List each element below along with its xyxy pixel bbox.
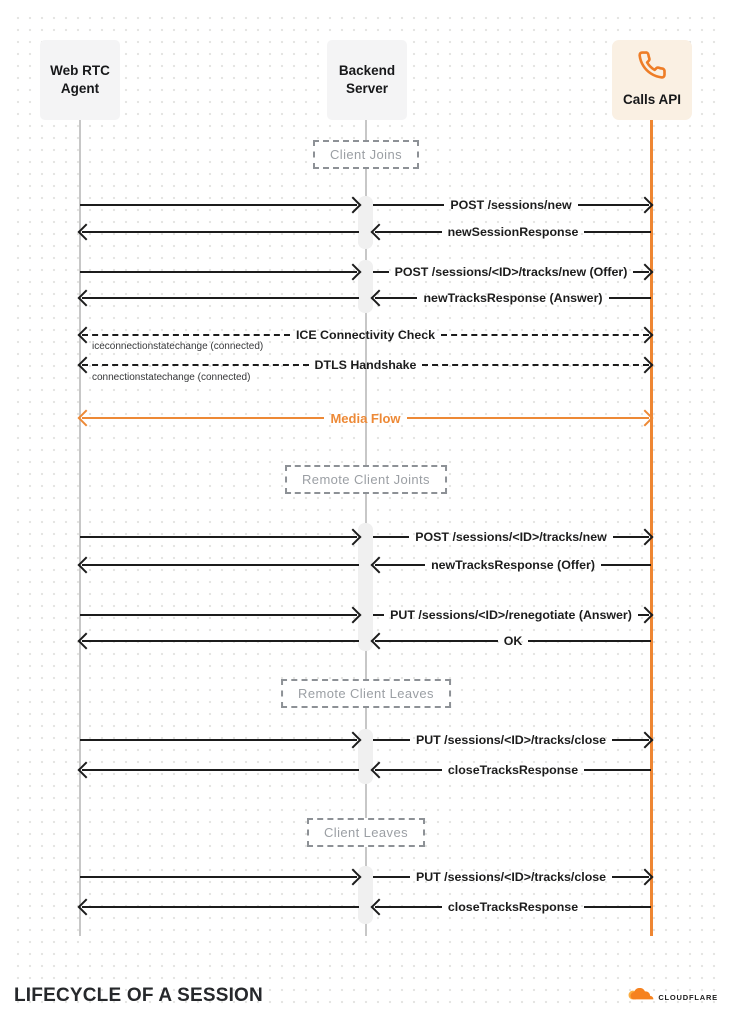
message-label: newTracksResponse (Answer): [423, 291, 603, 305]
actor-box-webrtc-agent: [40, 40, 120, 120]
brand-wordmark: CLOUDFLARE: [658, 992, 718, 1002]
phase-label-client-joins: Client Joins: [313, 140, 419, 169]
message-label: closeTracksResponse: [447, 763, 579, 777]
message-arrow: [80, 555, 359, 575]
message-arrow: [373, 288, 651, 308]
cloudflare-logo: [625, 988, 718, 1006]
activation-bar: [358, 866, 373, 924]
message-label: POST /sessions/new: [450, 198, 572, 212]
message-arrow: [80, 195, 359, 215]
message-arrow: [373, 760, 651, 780]
message-arrow: [80, 605, 359, 625]
message-label: PUT /sessions/<ID>/tracks/close: [415, 733, 607, 747]
phase-label-remote-client-leaves: Remote Client Leaves: [281, 679, 451, 708]
message-label: OK: [503, 634, 523, 648]
message-sublabel: iceconnectionstatechange (connected): [92, 341, 264, 352]
message-arrow: [80, 760, 359, 780]
media-flow-arrow: [80, 408, 651, 428]
message-arrow: [373, 527, 651, 547]
message-arrow: [80, 730, 359, 750]
message-label: PUT /sessions/<ID>/tracks/close: [415, 870, 607, 884]
message-arrow: [80, 222, 359, 242]
message-arrow: [80, 631, 359, 651]
actor-label: Web RTC Agent: [50, 62, 110, 96]
activation-bar: [358, 523, 373, 651]
page-title: LIFECYCLE OF A SESSION: [14, 985, 263, 1006]
message-label: DTLS Handshake: [314, 358, 417, 372]
message-arrow: [80, 262, 359, 282]
message-arrow: [373, 730, 651, 750]
message-label: newSessionResponse: [447, 225, 579, 239]
message-label: Media Flow: [330, 410, 401, 426]
message-arrow: [373, 867, 651, 887]
message-label: POST /sessions/<ID>/tracks/new: [415, 530, 607, 544]
activation-bar: [358, 729, 373, 784]
actor-box-backend-server: [327, 40, 407, 120]
message-sublabel: connectionstatechange (connected): [92, 372, 251, 383]
phase-label-remote-client-joins: Remote Client Joints: [285, 465, 447, 494]
message-label: newTracksResponse (Offer): [431, 558, 595, 572]
phone-icon: [637, 50, 667, 85]
phase-label-client-leaves: Client Leaves: [307, 818, 425, 847]
message-label: closeTracksResponse: [447, 900, 579, 914]
actor-label: Calls API: [622, 92, 682, 108]
actor-label: Backend Server: [338, 62, 396, 96]
activation-bar: [358, 260, 373, 313]
message-arrow: [80, 867, 359, 887]
message-arrow: [373, 631, 651, 651]
message-label: POST /sessions/<ID>/tracks/new (Offer): [394, 265, 628, 279]
message-arrow: [373, 555, 651, 575]
message-arrow: [80, 527, 359, 547]
message-arrow: [373, 262, 651, 282]
message-label: PUT /sessions/<ID>/renegotiate (Answer): [390, 608, 632, 622]
actor-box-calls-api: [612, 40, 692, 120]
message-arrow: [373, 195, 651, 215]
message-arrow: [373, 222, 651, 242]
message-label: ICE Connectivity Check: [295, 328, 436, 342]
message-arrow: [373, 605, 651, 625]
message-arrow: [373, 897, 651, 917]
message-arrow: [80, 897, 359, 917]
cloudflare-cloud-icon: [625, 988, 655, 1006]
message-arrow: [80, 288, 359, 308]
